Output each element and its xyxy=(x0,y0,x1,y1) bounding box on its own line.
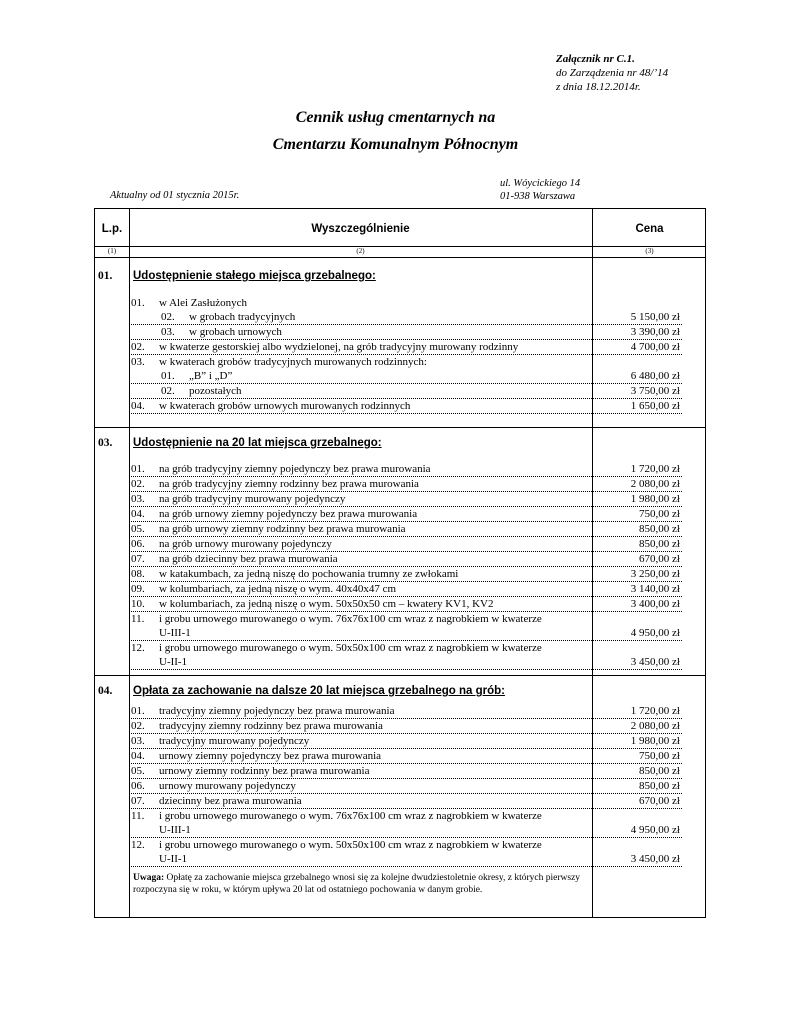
section-divider xyxy=(95,427,705,428)
row-price: 670,00 zł xyxy=(639,795,680,807)
row-price: 850,00 zł xyxy=(639,523,680,535)
section-divider xyxy=(95,675,705,676)
row-price: 2 080,00 zł xyxy=(630,478,680,490)
row-divider xyxy=(129,566,682,567)
row-divider xyxy=(129,413,682,414)
row-divider xyxy=(129,596,682,597)
valid-from-text: Aktualny od 01 stycznia 2015r. xyxy=(110,190,240,201)
row-text: U-III-1 xyxy=(159,824,191,836)
row-price: 1 720,00 zł xyxy=(630,705,680,717)
row-number: 06. xyxy=(131,780,145,792)
row-text: w kolumbariach, za jedną niszę o wym. 40x40x47 cm xyxy=(159,583,397,595)
row-divider xyxy=(129,763,682,764)
row-price: 4 700,00 zł xyxy=(630,341,680,353)
row-price: 3 140,00 zł xyxy=(630,583,680,595)
row-text: w grobach tradycyjnych xyxy=(189,311,296,323)
row-text: w kwaterach grobów urnowych murowanych rodzinnych xyxy=(159,400,411,412)
row-price: 3 450,00 zł xyxy=(630,656,680,668)
row-text: „B” i „D” xyxy=(189,370,233,382)
row-number: 11. xyxy=(131,810,145,822)
row-text: pozostałych xyxy=(189,385,242,397)
row-text: U-II-1 xyxy=(159,853,188,865)
row-number: 02. xyxy=(161,385,175,397)
attachment-order: do Zarządzenia nr 48/’14 xyxy=(556,67,669,79)
row-price: 3 450,00 zł xyxy=(630,853,680,865)
row-text: dziecinny bez prawa murowania xyxy=(159,795,302,807)
page-title-line-2: Cmentarzu Komunalnym Północnym xyxy=(272,136,519,153)
row-price: 5 150,00 zł xyxy=(630,311,680,323)
row-divider xyxy=(129,611,682,612)
row-divider xyxy=(129,640,682,641)
address-city: 01-938 Warszawa xyxy=(500,191,576,202)
row-text: i grobu urnowego murowanego o wym. 76x76x100 cm wraz z nagrobkiem w kwaterze xyxy=(159,613,542,625)
row-divider xyxy=(129,718,682,719)
row-number: 02. xyxy=(161,311,175,323)
row-divider xyxy=(129,398,682,399)
row-price: 750,00 zł xyxy=(639,750,680,762)
attachment-number: Załącznik nr C.1. xyxy=(556,53,635,65)
row-divider xyxy=(129,536,682,537)
subheader-description: (2) xyxy=(356,247,365,255)
row-text: w Alei Zasłużonych xyxy=(159,297,247,309)
row-divider xyxy=(129,748,682,749)
row-divider xyxy=(129,778,682,779)
row-text: na grób tradycyjny ziemny rodzinny bez prawa murowania xyxy=(159,478,419,490)
row-text: na grób urnowy ziemny rodzinny bez prawa murowania xyxy=(159,523,406,535)
row-text: w kolumbariach, za jedną niszę o wym. 50x50x50 cm – kwatery KV1, KV2 xyxy=(159,598,494,610)
row-price: 750,00 zł xyxy=(639,508,680,520)
row-price: 3 390,00 zł xyxy=(630,326,680,338)
row-text: na grób urnowy ziemny pojedynczy bez prawa murowania xyxy=(159,508,418,520)
row-price: 4 950,00 zł xyxy=(630,627,680,639)
row-number: 12. xyxy=(131,839,145,851)
row-number: 11. xyxy=(131,613,145,625)
row-number: 03. xyxy=(131,493,145,505)
row-number: 09. xyxy=(131,583,145,595)
row-divider xyxy=(129,733,682,734)
row-divider xyxy=(129,581,682,582)
row-divider xyxy=(129,339,682,340)
attachment-reference xyxy=(556,52,668,94)
page-title-line-1: Cennik usług cmentarnych na xyxy=(295,109,496,126)
row-divider xyxy=(129,354,682,355)
row-text: tradycyjny ziemny pojedynczy bez prawa murowania xyxy=(159,705,395,717)
row-number: 03. xyxy=(161,326,175,338)
row-price: 3 750,00 zł xyxy=(630,385,680,397)
section-number: 04. xyxy=(98,685,113,697)
row-price: 850,00 zł xyxy=(639,538,680,550)
note-body: Opłatę za zachowanie miejsca grzebalnego wnosi się za kolejne dwudziestoletnie okresy, z których pierwszy rozpoczyna się w roku, w którym upływa 20 lat od ostatniego pochowania w danym grobie. xyxy=(133,873,581,895)
row-price: 1 650,00 zł xyxy=(630,400,680,412)
row-number: 04. xyxy=(131,750,145,762)
row-text: urnowy ziemny pojedynczy bez prawa murowania xyxy=(159,750,382,762)
row-price: 850,00 zł xyxy=(639,765,680,777)
row-text: tradycyjny ziemny rodzinny bez prawa murowania xyxy=(159,720,383,732)
row-number: 04. xyxy=(131,508,145,520)
row-divider xyxy=(129,476,682,477)
row-number: 03. xyxy=(131,735,145,747)
row-divider xyxy=(129,669,682,670)
row-price: 4 950,00 zł xyxy=(630,824,680,836)
row-number: 12. xyxy=(131,642,145,654)
row-divider xyxy=(129,491,682,492)
subheader-lp: (1) xyxy=(107,247,117,255)
header-lp: L.p. xyxy=(101,223,123,235)
row-text: i grobu urnowego murowanego o wym. 50x50x100 cm wraz z nagrobkiem w kwaterze xyxy=(159,642,542,654)
row-price: 670,00 zł xyxy=(639,553,680,565)
row-divider xyxy=(129,521,682,522)
row-number: 01. xyxy=(131,705,145,717)
row-text: na grób urnowy murowany pojedynczy xyxy=(159,538,332,550)
row-text: urnowy murowany pojedynczy xyxy=(159,780,296,792)
row-divider xyxy=(129,808,682,809)
subheader-divider xyxy=(95,257,705,258)
note-label: Uwaga: xyxy=(133,873,165,883)
row-text: w kwaterze gestorskiej albo wydzielonej, na grób tradycyjny murowany rodzinny xyxy=(159,341,519,353)
row-text: urnowy ziemny rodzinny bez prawa murowania xyxy=(159,765,370,777)
header-description: Wyszczególnienie xyxy=(311,223,410,235)
row-number: 07. xyxy=(131,795,145,807)
row-text: i grobu urnowego murowanego o wym. 76x76x100 cm wraz z nagrobkiem w kwaterze xyxy=(159,810,542,822)
row-divider xyxy=(129,324,682,325)
row-divider xyxy=(129,506,682,507)
row-number: 04. xyxy=(131,400,145,412)
row-number: 08. xyxy=(131,568,145,580)
row-number: 01. xyxy=(131,463,145,475)
row-text: U-III-1 xyxy=(159,627,191,639)
subheader-price: (3) xyxy=(645,247,654,255)
row-number: 02. xyxy=(131,720,145,732)
price-table xyxy=(94,208,706,918)
row-text: tradycyjny murowany pojedynczy xyxy=(159,735,310,747)
address-street: ul. Wóycickiego 14 xyxy=(500,178,581,189)
row-price: 3 400,00 zł xyxy=(630,598,680,610)
row-price: 6 480,00 zł xyxy=(630,370,680,382)
row-price: 850,00 zł xyxy=(639,780,680,792)
row-text: na grób tradycyjny murowany pojedynczy xyxy=(159,493,346,505)
header-price: Cena xyxy=(635,223,664,235)
row-text: w grobach urnowych xyxy=(189,326,282,338)
note-text xyxy=(133,872,588,896)
row-number: 03. xyxy=(131,356,145,368)
row-number: 05. xyxy=(131,765,145,777)
row-number: 01. xyxy=(131,297,145,309)
row-divider xyxy=(129,866,682,867)
attachment-date: z dnia 18.12.2014r. xyxy=(556,81,641,93)
row-text: U-II-1 xyxy=(159,656,188,668)
row-text: na grób tradycyjny ziemny pojedynczy bez prawa murowania xyxy=(159,463,431,475)
row-number: 05. xyxy=(131,523,145,535)
row-price: 1 980,00 zł xyxy=(630,735,680,747)
row-text: na grób dziecinny bez prawa murowania xyxy=(159,553,338,565)
section-title: Udostępnienie na 20 lat miejsca grzebalnego: xyxy=(133,437,382,449)
row-divider xyxy=(129,793,682,794)
section-number: 03. xyxy=(98,437,113,449)
row-price: 3 250,00 zł xyxy=(630,568,680,580)
section-title: Opłata za zachowanie na dalsze 20 lat miejsca grzebalnego na grób: xyxy=(133,685,505,697)
row-price: 1 980,00 zł xyxy=(630,493,680,505)
row-divider xyxy=(129,383,682,384)
row-text: w kwaterach grobów tradycyjnych murowanych rodzinnych: xyxy=(159,356,427,368)
row-number: 07. xyxy=(131,553,145,565)
row-text: i grobu urnowego murowanego o wym. 50x50x100 cm wraz z nagrobkiem w kwaterze xyxy=(159,839,542,851)
row-price: 1 720,00 zł xyxy=(630,463,680,475)
section-title: Udostępnienie stałego miejsca grzebalnego: xyxy=(133,270,376,282)
section-number: 01. xyxy=(98,270,113,282)
row-number: 06. xyxy=(131,538,145,550)
row-number: 10. xyxy=(131,598,145,610)
row-text: w katakumbach, za jedną niszę do pochowania trumny ze zwłokami xyxy=(159,568,459,580)
address-block xyxy=(500,177,580,203)
row-number: 01. xyxy=(161,370,175,382)
row-number: 02. xyxy=(131,478,145,490)
row-price: 2 080,00 zł xyxy=(630,720,680,732)
row-divider xyxy=(129,837,682,838)
row-number: 02. xyxy=(131,341,145,353)
row-divider xyxy=(129,551,682,552)
